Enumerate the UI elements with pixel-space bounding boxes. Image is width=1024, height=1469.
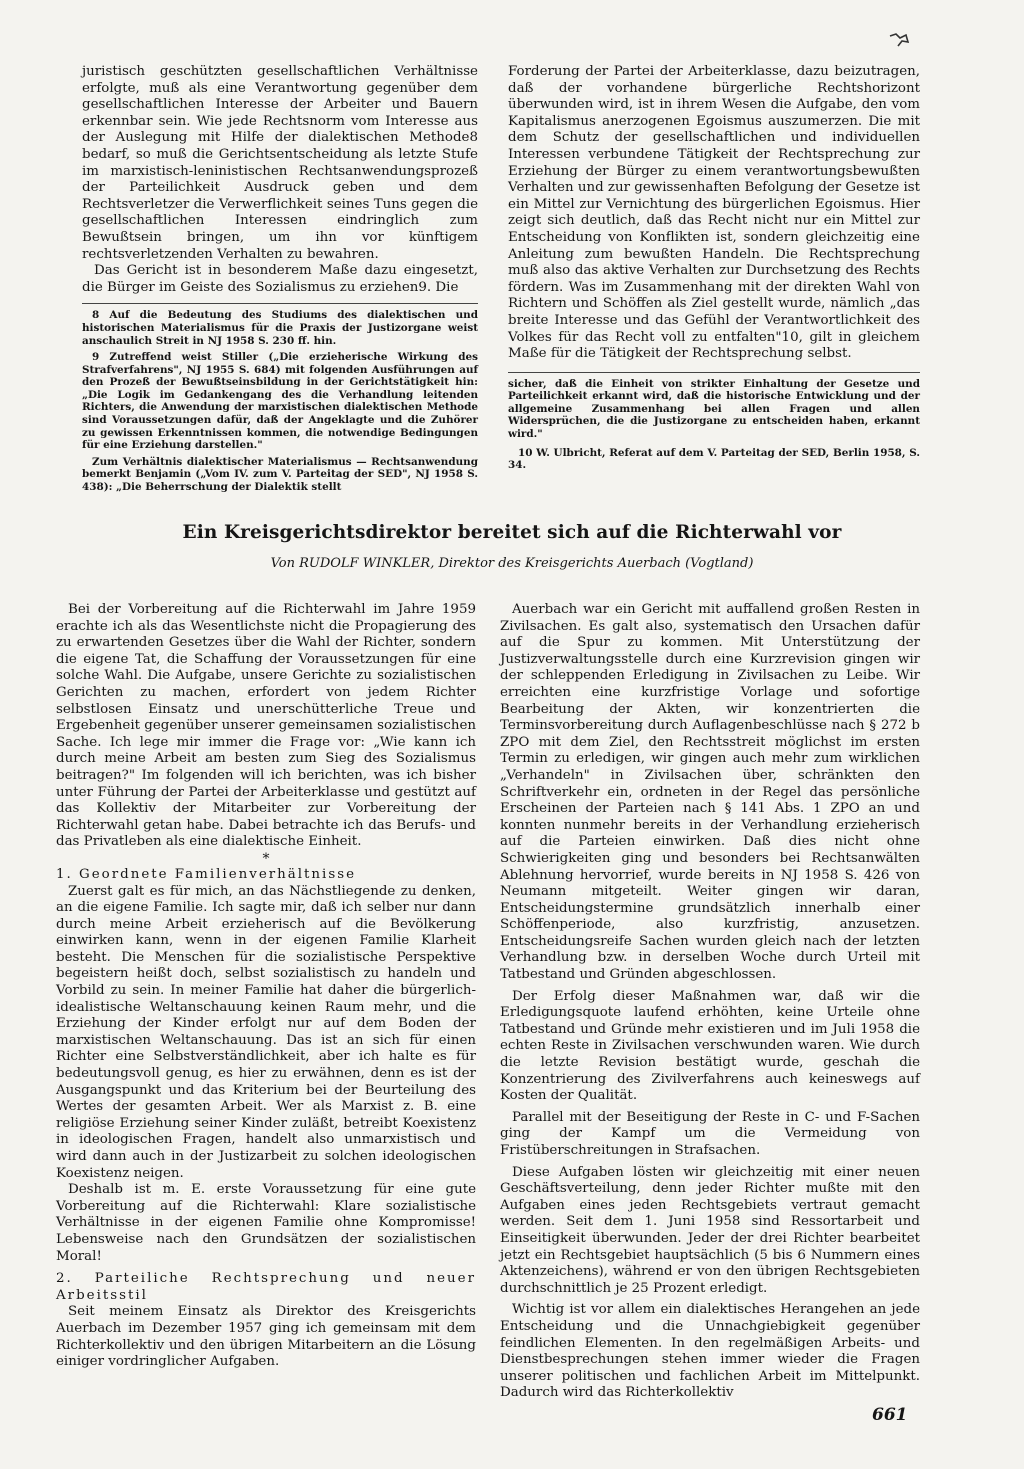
paragraph: Forderung der Partei der Arbeiterklasse, dazu beizutragen, daß der vorhandene bürgerliche Rechtshorizont überwunden wird, ist in ihrem Wesen die Aufgabe, den vom Kapitalismus anerzogenen Egoismus auszumerzen. Die mit dem Schutz der gesellschaftlichen und individuellen Interessen verbundene Tätigkeit der Rechtsprechung zur Erziehung der Bürger zu einem verantwortungsbewußten Verhalten und zur gewissenhaften Befolgung der Gesetze ist ein Mittel zur Vernichtung des bürgerlichen Egoismus. Hier zeigt sich deutlich, daß das Recht nicht nur ein Mittel zur Entscheidung von Konflikten ist, sondern gleichzeitig eine Anleitung zum bewußten Handeln. Die Rechtsprechung muß also das aktive Verhalten zur Durchsetzung des Rechts fördern. Was im Zusammenhang mit der direkten Wahl von Richtern und Schöffen als Ziel gestellt wurde, nämlich „das breite Interesse und das Gefühl der Verantwortlichkeit des Volkes für das Recht voll zu entfalten"10, gilt in gleichem Maße für die Tätigkeit der Rechtsprechung selbst. (508, 64, 920, 362)
paragraph: Auerbach war ein Gericht mit auffallend großen Resten in Zivilsachen. Es galt also, systematisch den Ursachen dafür auf die Spur zu kommen. Mit Unterstützung der Justizverwaltungsstelle durch eine Kurzrevision gingen wir der schleppenden Erledigung in Zivilsachen zu Leibe. Wir erreichten eine kurzfristige Vorlage und sofortige Bearbeitung der Akten, wir konzentrierten die Terminsvorbereitung durch Auflagenbeschlüsse nach § 272 b ZPO mit dem Ziel, den Rechtsstreit möglichst im ersten Termin zu erledigen, wir gingen auch mehr zum wirklichen „Verhandeln" in Zivilsachen über, schränkten den Schriftverkehr ein, ordneten in der Regel das persönliche Erscheinen der Parteien nach § 141 Abs. 1 ZPO an und konnten nunmehr bereits in der Verhandlung erzieherisch auf die Parteien einwirken. Daß dies nicht ohne Schwierigkeiten ging und besonders bei Rechtsanwälten Ablehnung hervorrief, wurde bereits in NJ 1958 S. 426 von Neumann mitgeteilt. Weiter gingen wir daran, Entscheidungstermine grundsätzlich innerhalb einer Schöffenperiode, also kurzfristig, anzusetzen. Entscheidungsreife Sachen wurden gleich nach der letzten Verhandlung bzw. in derselben Woche durch Urteil mit Tatbestand und Gründen abgeschlossen. (500, 602, 920, 983)
section-separator: * (262, 850, 270, 867)
footnote-10: 10 W. Ulbricht, Referat auf dem V. Parteitag der SED, Berlin 1958, S. 34. (508, 446, 920, 472)
footnote-continuation: sicher, daß die Einheit von strikter Einhaltung der Gesetze und Parteilichkeit erkannt wird, daß die historische Entwicklung und der allgemeine Zusammenhang bei allen Fragen und allen Widersprüchen, die die Justizorgane zu entscheiden haben, erkannt wird." (508, 377, 920, 441)
paragraph: Deshalb ist m. E. erste Voraussetzung für eine gute Vorbereitung auf die Richterwahl: Klare sozialistische Verhältnisse in der eigenen Familie ohne Kompromisse! Lebensweise nach den Grundsätzen der sozialistischen Moral! (56, 1182, 476, 1264)
section-heading-1: 1. Geordnete Familienverhältnisse (56, 866, 356, 882)
paragraph: Diese Aufgaben lösten wir gleichzeitig mit einer neuen Geschäftsverteilung, denn jeder Richter mußte mit den Aufgaben eines jeden Rechtsgebiets vertraut gemacht werden. Seit dem 1. Juni 1958 sind Ressortarbeit und Einseitigkeit überwunden. Jeder der drei Richter bearbeitet jetzt ein Rechtsgebiet hauptsächlich (5 bis 6 Nummern eines Aktenzeichens), während er von den übrigen Rechtsgebieten durchschnittlich je 25 Prozent erledigt. (500, 1164, 920, 1296)
paragraph: Parallel mit der Beseitigung der Reste in C- und F-Sachen ging der Kampf um die Vermeidung von Fristüberschreitungen in Strafsachen. (500, 1109, 920, 1158)
footnote-divider (82, 303, 478, 304)
paragraph: Wichtig ist vor allem ein dialektisches Herangehen an jede Entscheidung und die Unnachgiebigkeit gegenüber feindlichen Elementen. In den regelmäßigen Arbeits- und Dienstbesprechungen stehen immer wieder die Fragen unserer politischen und fachlichen Arbeit im Mittelpunkt. Dadurch wird das Richterkollektiv (500, 1302, 920, 1401)
scribble-mark-icon (888, 32, 910, 48)
bottom-right-column (500, 602, 920, 1402)
footnote-divider (508, 372, 920, 373)
paragraph: Bei der Vorbereitung auf die Richterwahl im Jahre 1959 erachte ich als das Wesentlichste nicht die Propagierung des zu erwartenden Gesetzes über die Wahl der Richter, sondern die eigene Tat, die Schaffung der Voraussetzungen für eine solche Wahl. Die Aufgabe, unsere Gerichte zu sozialistischen Gerichten zu machen, erfordert von jedem Richter selbstlosen Einsatz und unerschütterliche Treue und Ergebenheit gegenüber unserer gemeinsamen sozialistischen Sache. Ich lege mir immer die Frage vor: „Wie kann ich durch meine Arbeit am besten zum Sieg des Sozialismus beitragen?" Im folgenden will ich berichten, was ich bisher unter Führung der Partei der Arbeiterklasse und gestützt auf das Kollektiv der Mitarbeiter zur Vorbereitung der Richterwahl getan habe. Dabei betrachte ich das Berufs- und das Privatleben als eine dialektische Einheit. (56, 602, 476, 850)
bottom-left-column (56, 602, 476, 1371)
top-left-column (82, 64, 478, 494)
article-title: Ein Kreisgerichtsdirektor bereitet sich auf die Richterwahl vor (182, 522, 842, 543)
paragraph: Das Gericht ist in besonderem Maße dazu eingesetzt, die Bürger im Geiste des Sozialismus zu erziehen9. Die (82, 263, 478, 295)
paragraph: Der Erfolg dieser Maßnahmen war, daß wir die Erledigungsquote laufend erhöhten, keine Urteile ohne Tatbestand und Gründe mehr existieren und im Juli 1958 die echten Reste in Zivilsachen verschwunden waren. Wie durch die letzte Revision bestätigt wurde, geschah die Konzentrierung des Zivilverfahrens auch keineswegs auf Kosten der Qualität. (500, 988, 920, 1104)
article-byline: Von RUDOLF WINKLER, Direktor des Kreisgerichts Auerbach (Vogtland) (270, 556, 754, 571)
footnote-9-continued: Zum Verhältnis dialektischer Materialismus — Rechtsanwendung bemerkt Benjamin („Vom IV. zum V. Parteitag der SED", NJ 1958 S. 438): „Die Beherrschung der Dialektik stellt (82, 455, 478, 494)
page-number: 661 (872, 1405, 908, 1425)
paragraph: Zuerst galt es für mich, an das Nächstliegende zu denken, an die eigene Familie. Ich sagte mir, daß ich selber nur dann durch meine Arbeit erzieherisch auf die Bevölkerung einwirken kann, wenn in der eigenen Familie Klarheit besteht. Die Menschen für die sozialistische Perspektive begeistern heißt doch, selbst sozialistisch zu handeln und Vorbild zu sein. In meiner Familie hat daher die bürgerlich-idealistische Weltanschauung keinen Raum mehr, und die Erziehung der Kinder erfolgt nur auf dem Boden der marxistischen Weltanschauung. Das ist an sich für einen Richter eine Selbstverständlichkeit, aber ich halte es für bedeutungsvoll genug, es hier zu erwähnen, denn es ist der Ausgangspunkt und das Kriterium bei der Beurteilung des Wertes der gesamten Arbeit. Wer als Marxist z. B. eine religiöse Erziehung seiner Kinder zuläßt, betreibt Koexistenz in ideologischen Fragen, handelt also unmarxistisch und wird dann auch in der Justizarbeit zu solchen ideologischen Koexistenz neigen. (56, 883, 476, 1181)
paragraph: juristisch geschützten gesellschaftlichen Verhältnisse erfolgte, muß als eine Verantwortung gegenüber dem gesellschaftlichen Interesse der Arbeiter und Bauern erkennbar sein. Wie jede Rechtsnorm vom Interesse aus der Auslegung mit Hilfe der dialektischen Methode8 bedarf, so muß die Gerichtsentscheidung als letzte Stufe im marxistisch-leninistischen Rechtsanwendungsprozeß der Parteilichkeit Ausdruck geben und dem Rechtsverletzer die Verwerflichkeit seines Tuns gegen die gesellschaftlichen Interessen eindringlich zum Bewußtsein bringen, um ihn vor künftigem rechtsverletzenden Verhalten zu bewahren. (82, 64, 478, 262)
footnote-9: 9 Zutreffend weist Stiller („Die erzieherische Wirkung des Strafverfahrens", NJ 1955 S. 684) mit folgenden Ausführungen auf den Prozeß der Bewußtseinsbildung in der Gerichtstätigkeit hin: „Die Logik im Gedankengang des die Verhandlung leitenden Richters, die Anwendung der marxistischen dialektischen Methode sind Voraussetzungen dafür, daß der Angeklagte und die Zuhörer zu gewissen Erkenntnissen kommen, die notwendige Bedingungen für eine Erziehung darstellen." (82, 351, 478, 452)
paragraph: Seit meinem Einsatz als Direktor des Kreisgerichts Auerbach im Dezember 1957 ging ich gemeinsam mit dem Richterkollektiv und den übrigen Mitarbeitern an die Lösung einiger vordringlicher Aufgaben. (56, 1304, 476, 1370)
top-right-column (508, 64, 920, 472)
section-heading-2: 2. Parteiliche Rechtsprechung und neuer Arbeitsstil (56, 1271, 476, 1303)
footnote-8: 8 Auf die Bedeutung des Studiums des dialektischen und historischen Materialismus für die Praxis der Justizorgane weist anschaulich Streit in NJ 1958 S. 230 ff. hin. (82, 309, 478, 347)
